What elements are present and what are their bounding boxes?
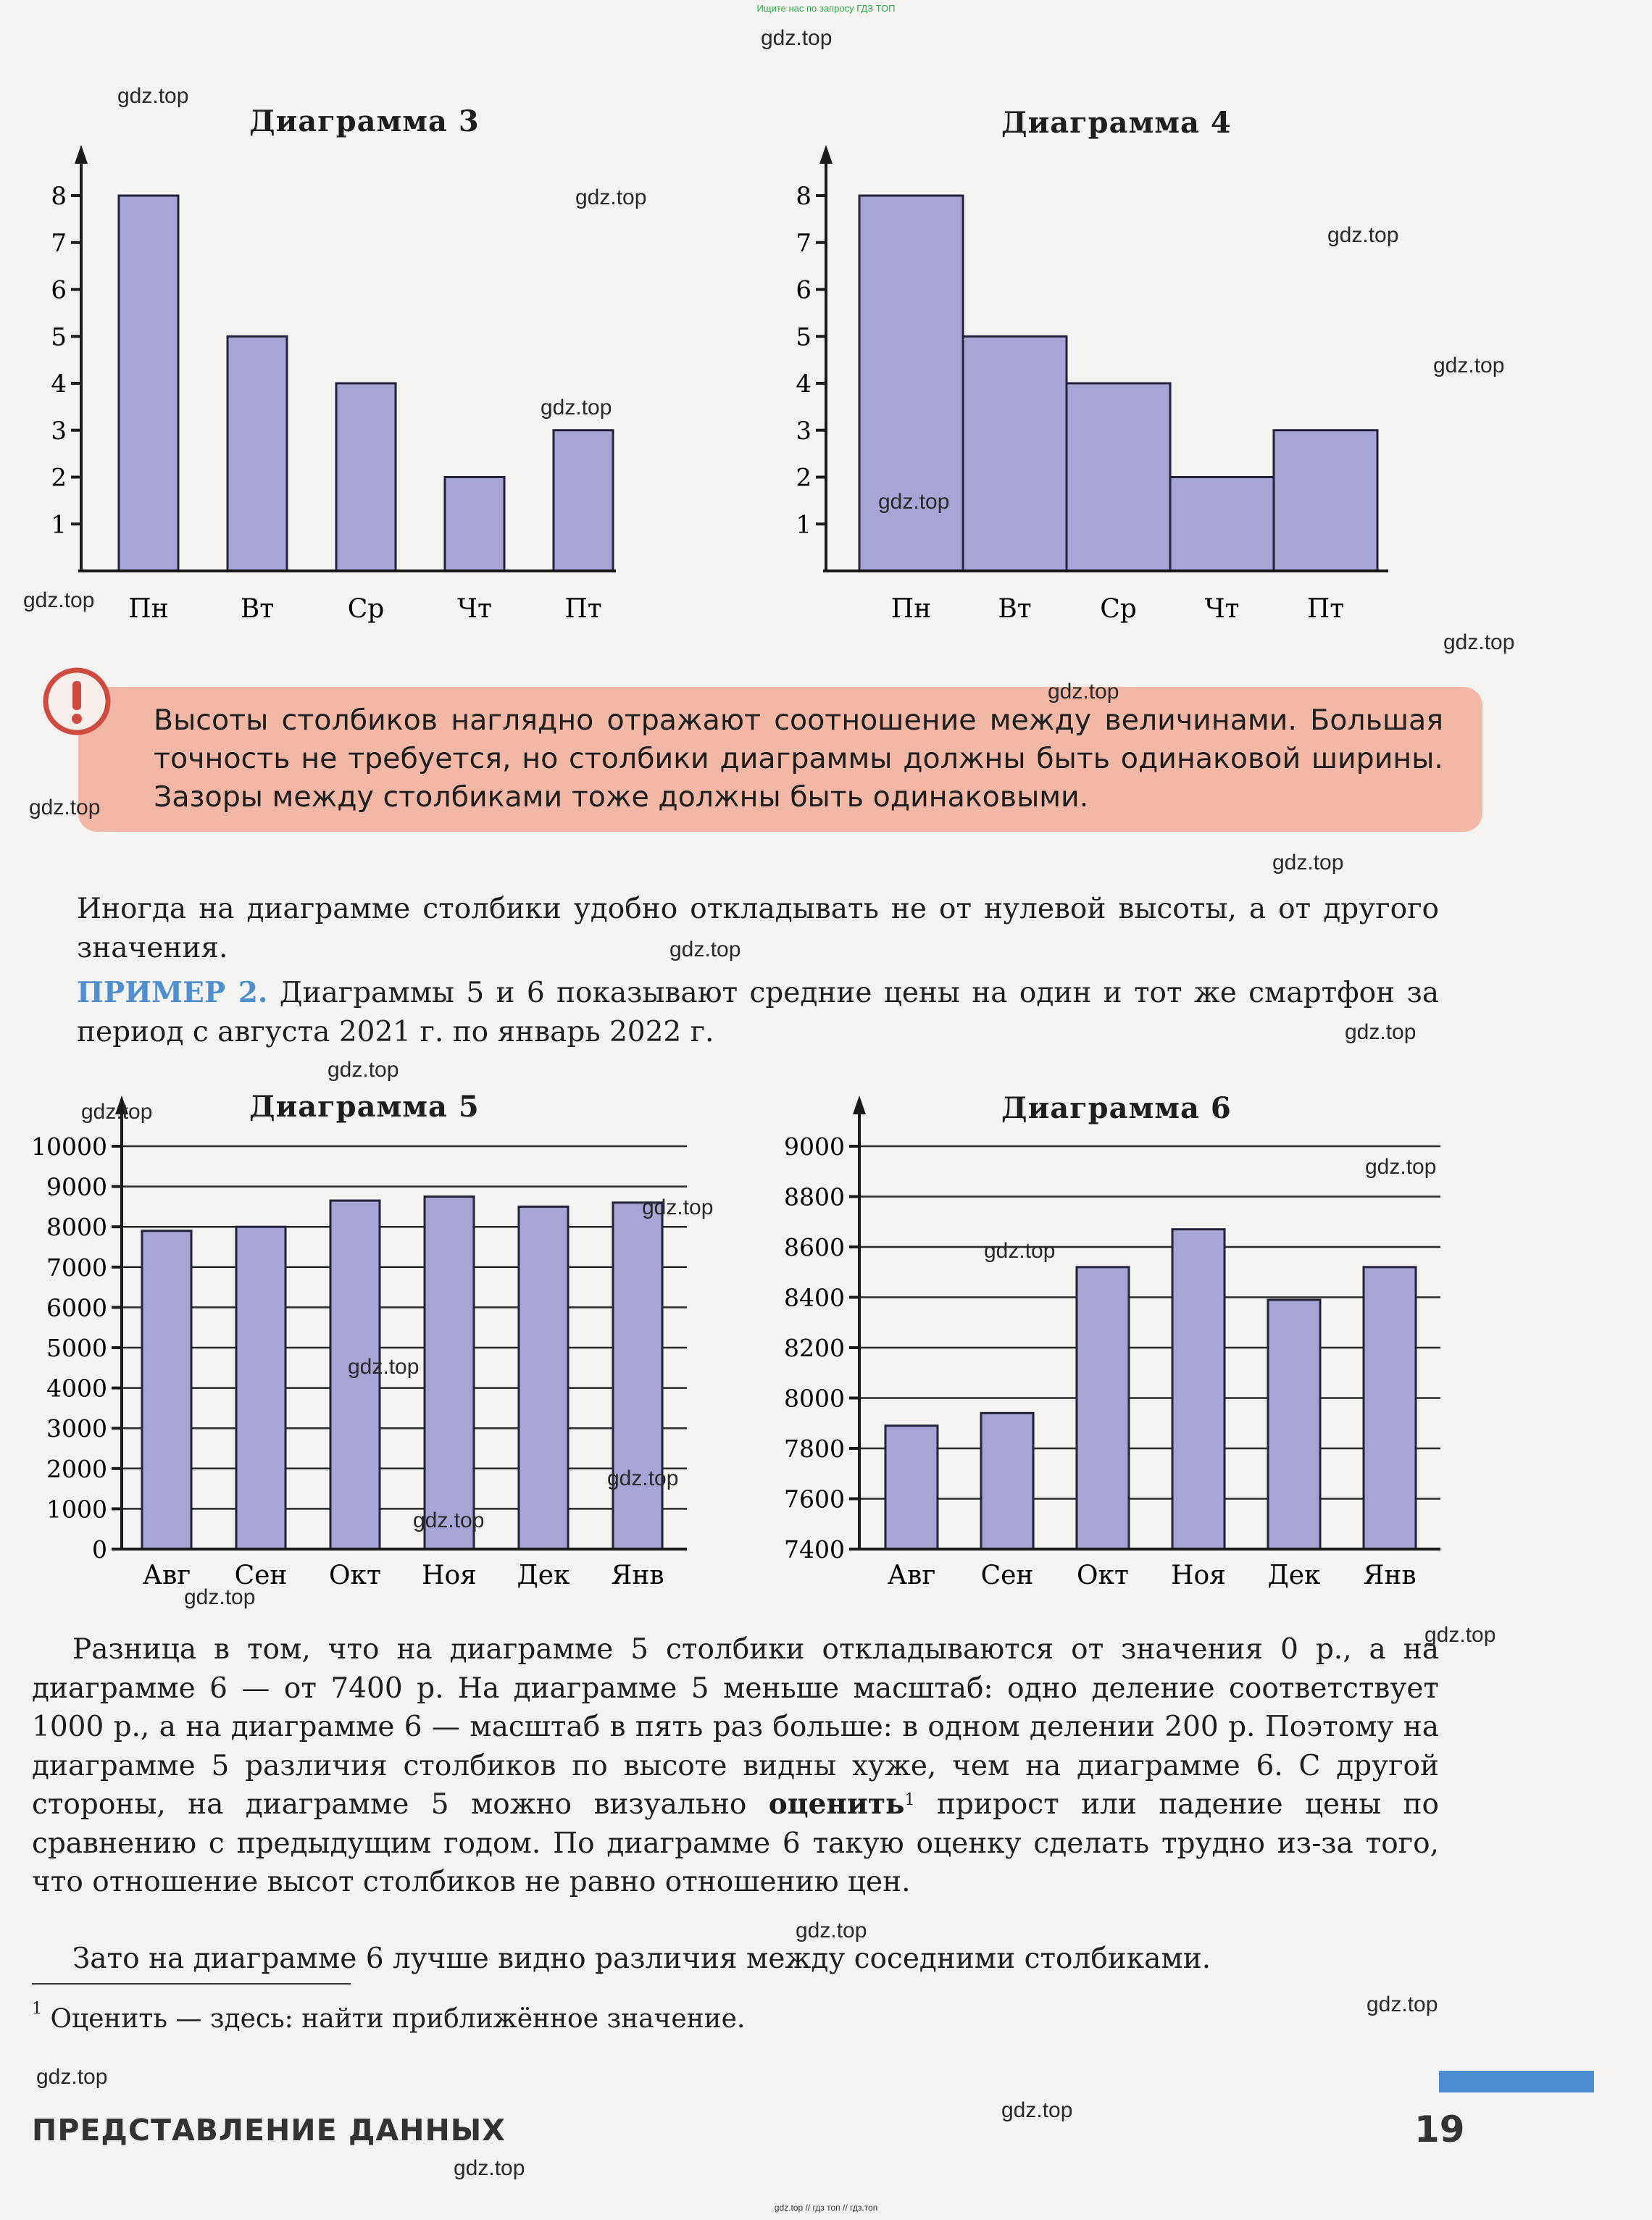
chart5-bar-Авг <box>142 1231 191 1549</box>
footer-note: gdz.top // гдз топ // гдз.топ <box>774 2203 878 2213</box>
watermark: gdz.top <box>29 796 101 819</box>
chart3-title: Диаграмма 3 <box>249 104 480 138</box>
chart5-bar-Сен <box>236 1227 285 1549</box>
y-tick-label: 1000 <box>46 1495 107 1524</box>
difference-text-1: Разница в том, что на диаграмме 5 столбики откладываются от значения 0 р., а на диаграмме 6 — от 7400 р. На диаграмме 5 меньше масштаб: одно деление соответствует 1000 р., а на диаграмме 6 — масштаб в пять раз больше: в одном делении 200 р. Поэтому на диаграмме 5 различия столбиков по высоте видны хуже, чем на диаграмме 6. С другой стороны, на диаграмме 5 можно визуально <box>32 1633 1439 1821</box>
y-axis-arrow <box>75 145 88 164</box>
chart4-bar-Вт <box>963 336 1067 571</box>
category-label: Ноя <box>1171 1561 1226 1590</box>
y-tick-label: 8000 <box>784 1384 845 1413</box>
y-tick-label: 6 <box>796 275 812 305</box>
y-tick-label: 7 <box>51 228 67 258</box>
y-tick-label: 4000 <box>46 1374 107 1403</box>
chart6-title: Диаграмма 6 <box>1001 1091 1232 1125</box>
y-tick-label: 6000 <box>46 1293 107 1322</box>
footnote-ref: 1 <box>904 1791 915 1809</box>
y-tick-label: 7000 <box>46 1253 107 1282</box>
exclamation-icon <box>42 667 112 736</box>
watermark: gdz.top <box>454 2156 525 2180</box>
category-label: Ноя <box>422 1561 477 1590</box>
chart6-bar-Сен <box>981 1413 1033 1549</box>
y-tick-label: 5000 <box>46 1334 107 1362</box>
page-tab <box>1439 2071 1594 2092</box>
category-label: Чт <box>1204 594 1240 624</box>
category-label: Пт <box>1306 594 1345 624</box>
difference-text-2: прирост или падение цены по сравнению с предыдущим годом. По диаграмме 6 такую оценку сделать трудно из-за того, что отношение высот столбиков не равно отношению цен. <box>32 1788 1439 1898</box>
term-estimate: оценить <box>768 1787 905 1821</box>
chart5-bar-Ноя <box>425 1197 474 1550</box>
y-tick-label: 5 <box>51 322 67 352</box>
chart6-bar-Дек <box>1268 1300 1320 1549</box>
y-tick-label: 1 <box>796 510 812 540</box>
y-tick-label: 0 <box>92 1535 107 1564</box>
callout-text: Высоты столбиков наглядно отражают соотношение между величинами. Большая точность не требуется, но столбики диаграммы должны быть одинаковой ширины. Зазоры между столбиками тоже должны быть одинаковыми. <box>154 704 1443 814</box>
y-tick-label: 7800 <box>784 1435 845 1463</box>
category-label: Ср <box>1100 594 1137 624</box>
y-tick-label: 9000 <box>784 1132 845 1161</box>
section-title: ПРЕДСТАВЛЕНИЕ ДАННЫХ <box>32 2113 506 2148</box>
header-note: Ищите нас по запросу ГДЗ ТОП <box>756 3 896 14</box>
watermark: gdz.top <box>117 84 189 108</box>
chart6-bar-Окт <box>1077 1267 1129 1549</box>
watermark: gdz.top <box>984 1239 1056 1263</box>
paragraph-neighbors: Зато на диаграмме 6 лучше видно различия между соседними столбиками. <box>72 1942 1211 1975</box>
chart3-bar-Чт <box>445 477 504 572</box>
example-label: ПРИМЕР 2. <box>77 976 268 1009</box>
watermark: gdz.top <box>36 2065 108 2089</box>
y-tick-label: 7 <box>796 228 812 258</box>
paragraph-difference <box>32 1630 1439 1902</box>
chart3-bar-Вт <box>228 336 287 571</box>
y-tick-label: 8600 <box>784 1233 845 1261</box>
y-axis-arrow <box>819 145 833 164</box>
category-label: Окт <box>329 1561 381 1590</box>
category-label: Дек <box>517 1561 570 1590</box>
chart6-bar-Янв <box>1364 1267 1416 1549</box>
watermark: gdz.top <box>1048 680 1119 704</box>
footnote-mark: 1 <box>32 2000 42 2018</box>
category-label: Дек <box>1267 1561 1321 1590</box>
watermark: gdz.top <box>878 490 950 514</box>
watermark: gdz.top <box>642 1195 714 1219</box>
y-tick-label: 1 <box>51 510 67 540</box>
watermark: gdz.top <box>1272 851 1344 875</box>
page-number: 19 <box>1414 2108 1465 2150</box>
y-tick-label: 3 <box>796 416 812 446</box>
y-tick-label: 2 <box>51 463 67 493</box>
category-label: Сен <box>980 1561 1034 1590</box>
category-label: Янв <box>1363 1561 1417 1590</box>
category-label: Вт <box>240 594 275 624</box>
watermark: gdz.top <box>575 185 647 209</box>
watermark: gdz.top <box>1327 223 1399 247</box>
example-2 <box>77 974 1439 1051</box>
y-tick-label: 5 <box>796 322 812 352</box>
watermark: gdz.top <box>328 1058 399 1082</box>
watermark: gdz.top <box>184 1585 256 1609</box>
chart4-bar-Чт <box>1170 477 1274 572</box>
footnote-text: Оценить — здесь: найти приближённое значение. <box>50 2004 746 2034</box>
chart3-bar-Ср <box>336 383 396 571</box>
category-label: Ср <box>347 594 385 624</box>
watermark: gdz.top <box>348 1355 420 1379</box>
y-tick-label: 7400 <box>784 1535 845 1564</box>
y-tick-label: 9000 <box>46 1172 107 1201</box>
watermark: gdz.top <box>413 1508 485 1532</box>
chart4-title: Диаграмма 4 <box>1001 106 1232 140</box>
y-tick-label: 8200 <box>784 1334 845 1362</box>
category-label: Пт <box>564 594 602 624</box>
watermark: gdz.top <box>1367 1992 1438 2016</box>
y-tick-label: 2 <box>796 463 812 493</box>
y-tick-label: 8400 <box>784 1283 845 1312</box>
watermark: gdz.top <box>669 938 741 961</box>
category-label: Янв <box>611 1561 664 1590</box>
y-tick-label: 8800 <box>784 1182 845 1211</box>
y-tick-label: 3000 <box>46 1414 107 1443</box>
watermark: gdz.top <box>1443 630 1515 654</box>
chart3-bar-Пн <box>119 196 178 571</box>
y-tick-label: 6 <box>51 275 67 305</box>
y-tick-label: 2000 <box>46 1454 107 1483</box>
category-label: Вт <box>998 594 1032 624</box>
watermark: gdz.top <box>1433 354 1505 377</box>
category-label: Сен <box>234 1561 288 1590</box>
watermark: gdz.top <box>607 1466 679 1490</box>
chart4-bar-Ср <box>1067 383 1170 571</box>
chart6-bar-Авг <box>885 1426 938 1549</box>
y-tick-label: 8000 <box>46 1213 107 1242</box>
watermark: gdz.top <box>1001 2098 1073 2122</box>
paragraph-offset: Иногда на диаграмме столбики удобно откладывать не от нулевой высоты, а от другого значения. <box>77 893 1439 964</box>
category-label: Пн <box>128 594 169 624</box>
y-tick-label: 8 <box>796 182 812 211</box>
watermark: gdz.top <box>1424 1623 1496 1647</box>
category-label: Чт <box>457 594 492 624</box>
y-tick-label: 4 <box>796 370 812 398</box>
watermark: gdz.top <box>541 396 612 420</box>
category-label: Авг <box>887 1561 936 1590</box>
chart4-bar-Пн <box>859 196 963 571</box>
watermark: gdz.top <box>761 26 833 50</box>
watermark: gdz.top <box>1365 1155 1437 1179</box>
watermark: gdz.top <box>1345 1020 1417 1044</box>
y-tick-label: 3 <box>51 416 67 446</box>
y-tick-label: 4 <box>51 370 67 398</box>
chart5-title: Диаграмма 5 <box>249 1090 480 1124</box>
y-tick-label: 8 <box>51 182 67 211</box>
watermark: gdz.top <box>81 1100 153 1124</box>
chart5-bar-Дек <box>519 1206 568 1549</box>
category-label: Авг <box>142 1561 191 1590</box>
category-label: Окт <box>1077 1561 1129 1590</box>
footnote-divider <box>32 1983 351 1985</box>
chart3-bar-Пт <box>554 430 613 571</box>
watermark: gdz.top <box>23 588 95 612</box>
watermark: gdz.top <box>796 1919 867 1942</box>
chart6-bar-Ноя <box>1172 1230 1225 1549</box>
chart4-bar-Пт <box>1274 430 1377 571</box>
y-tick-label: 10000 <box>31 1132 107 1161</box>
example-text: Диаграммы 5 и 6 показывают средние цены на один и тот же смартфон за период с августа 2021 г. по январь 2022 г. <box>77 977 1439 1048</box>
y-axis-arrow <box>853 1096 866 1114</box>
footnote <box>32 2000 746 2034</box>
category-label: Пн <box>890 594 932 624</box>
y-tick-label: 7600 <box>784 1485 845 1514</box>
chart5-bar-Янв <box>613 1203 662 1549</box>
